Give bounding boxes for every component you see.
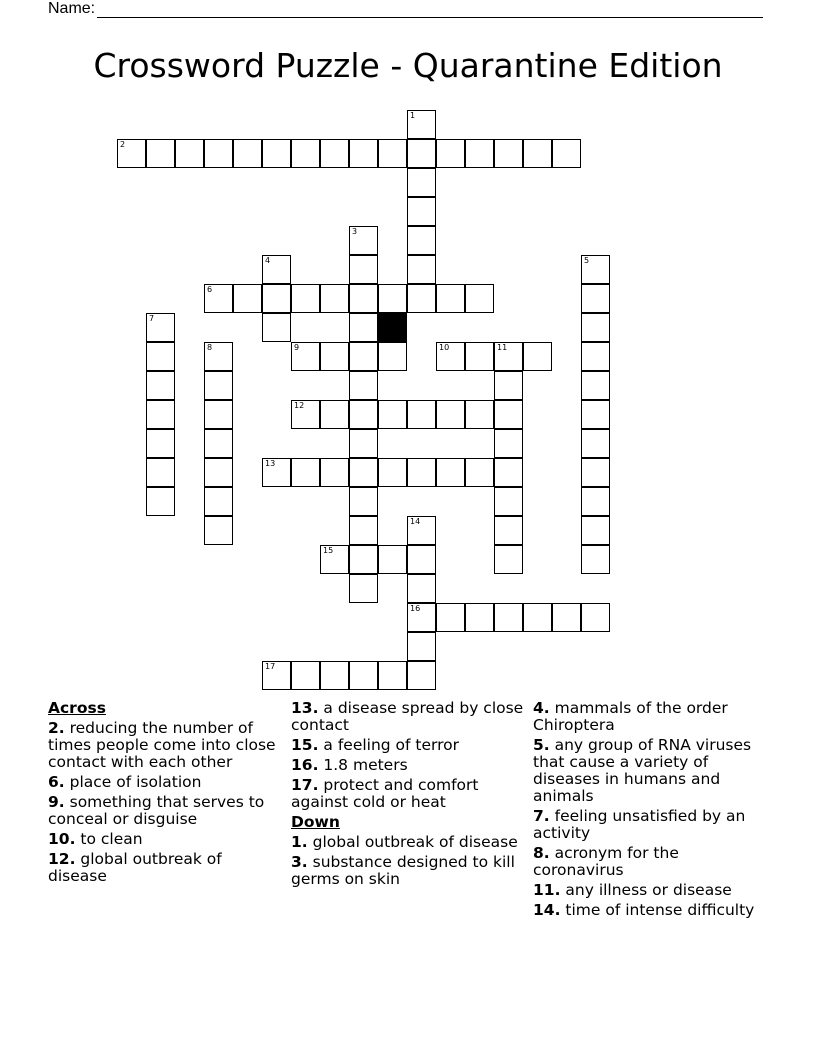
grid-cell[interactable] [204,139,233,168]
grid-cell[interactable] [320,458,349,487]
grid-cell[interactable] [581,458,610,487]
grid-cell[interactable] [349,574,378,603]
clue-number-label: 15. [291,736,319,754]
clue-7 [533,808,769,842]
grid-cell[interactable] [349,545,378,574]
grid-cell[interactable] [349,371,378,400]
grid-cell[interactable] [291,661,320,690]
grid-cell[interactable] [349,313,378,342]
clue-number: 8 [207,343,213,352]
grid-cell[interactable] [146,400,175,429]
clue-2 [48,720,284,771]
grid-cell[interactable] [581,342,610,371]
grid-cell[interactable] [494,139,523,168]
grid-cell[interactable] [291,284,320,313]
grid-cell[interactable] [436,458,465,487]
grid-cell[interactable] [146,139,175,168]
grid-cell[interactable] [146,458,175,487]
grid-cell[interactable] [523,603,552,632]
grid-cell[interactable] [465,400,494,429]
clue-text: global outbreak of disease [48,850,222,885]
grid-cell[interactable] [146,487,175,516]
grid-cell[interactable] [407,545,436,574]
clue-16 [291,757,527,774]
grid-cell[interactable] [523,139,552,168]
clue-1 [291,834,527,851]
grid-cell[interactable] [581,313,610,342]
grid-cell[interactable] [581,487,610,516]
clue-number: 11 [497,343,508,352]
clue-3 [291,854,527,888]
grid-cell[interactable] [204,429,233,458]
grid-cell[interactable] [349,284,378,313]
clue-text: any group of RNA viruses that cause a variety of diseases in humans and animals [533,736,752,805]
clue-number: 6 [207,285,213,294]
grid-cell[interactable] [436,400,465,429]
clue-column-2 [291,700,527,891]
grid-cell[interactable] [436,342,465,371]
grid-cell[interactable] [320,545,349,574]
clue-text: something that serves to conceal or disguise [48,793,265,828]
clue-text: to clean [75,830,143,848]
clue-15 [291,737,527,754]
clue-number-label: 4. [533,699,550,717]
grid-cell[interactable] [117,139,146,168]
grid-cell[interactable] [378,400,407,429]
grid-cell[interactable] [378,139,407,168]
clue-number: 14 [410,517,421,526]
grid-cell[interactable] [581,429,610,458]
clue-number-label: 11. [533,881,561,899]
clue-text: 1.8 meters [318,756,408,774]
grid-cell[interactable] [349,139,378,168]
clue-12 [48,851,284,885]
grid-cell[interactable] [407,284,436,313]
clue-number-label: 14. [533,901,561,919]
grid-cell[interactable] [407,603,436,632]
clue-text: mammals of the order Chiroptera [533,699,728,734]
clue-text: substance designed to kill germs on skin [291,853,515,888]
grid-cell[interactable] [146,371,175,400]
grid-cell[interactable] [262,313,291,342]
clue-number-label: 1. [291,833,308,851]
grid-cell[interactable] [204,516,233,545]
clue-number-label: 9. [48,793,65,811]
down-header: Down [291,813,340,831]
name-label: Name: [48,0,96,17]
grid-cell[interactable] [581,400,610,429]
grid-cell[interactable] [494,603,523,632]
grid-cell[interactable] [233,139,262,168]
clue-column-3 [533,700,769,922]
grid-cell[interactable] [349,255,378,284]
grid-cell[interactable] [349,487,378,516]
grid-cell[interactable] [581,284,610,313]
clue-text: place of isolation [64,773,202,791]
grid-cell[interactable] [494,487,523,516]
grid-cell[interactable] [320,284,349,313]
grid-cell[interactable] [581,255,610,284]
clue-number: 15 [323,546,334,555]
clue-11 [533,882,769,899]
grid-cell[interactable] [320,342,349,371]
grid-cell[interactable] [204,400,233,429]
grid-cell[interactable] [494,400,523,429]
grid-cell[interactable] [378,342,407,371]
clue-number-label: 17. [291,776,319,794]
grid-cell[interactable] [494,458,523,487]
clue-number-label: 3. [291,853,308,871]
grid-cell[interactable] [407,139,436,168]
clue-text: a disease spread by close contact [291,699,524,734]
grid-cell[interactable] [581,545,610,574]
grid-cell[interactable] [291,400,320,429]
grid-cell[interactable] [262,284,291,313]
grid-cell[interactable] [407,632,436,661]
grid-cell[interactable] [349,661,378,690]
clue-number: 9 [294,343,300,352]
grid-cell[interactable] [581,371,610,400]
grid-cell[interactable] [349,400,378,429]
clue-number: 10 [439,343,450,352]
clue-number: 3 [352,227,358,236]
grid-cell[interactable] [407,255,436,284]
grid-cell[interactable] [494,371,523,400]
grid-cell[interactable] [465,342,494,371]
grid-cell[interactable] [349,342,378,371]
grid-cell[interactable] [552,139,581,168]
clue-number-label: 10. [48,830,76,848]
grid-cell[interactable] [320,139,349,168]
grid-cell[interactable] [407,516,436,545]
clue-number: 5 [584,256,590,265]
clue-number-label: 13. [291,699,319,717]
grid-cell[interactable] [407,168,436,197]
clue-8 [533,845,769,879]
grid-cell[interactable] [436,139,465,168]
grid-cell[interactable] [407,574,436,603]
clue-number: 17 [265,662,276,671]
grid-cell[interactable] [552,603,581,632]
clue-number: 1 [410,111,416,120]
grid-cell[interactable] [262,139,291,168]
clue-number-label: 8. [533,844,550,862]
grid-cell[interactable] [407,197,436,226]
clue-13 [291,700,527,734]
clue-number: 16 [410,604,421,613]
grid-cell[interactable] [407,458,436,487]
grid-cell[interactable] [523,342,552,371]
grid-cell[interactable] [407,661,436,690]
clue-text: global outbreak of disease [307,833,518,851]
grid-cell[interactable] [175,139,204,168]
grid-cell[interactable] [146,342,175,371]
grid-cell[interactable] [378,545,407,574]
clue-14 [533,902,769,919]
clue-number-label: 6. [48,773,65,791]
grid-cell[interactable] [204,487,233,516]
clue-text: time of intense difficulty [560,901,755,919]
grid-cell[interactable] [262,458,291,487]
grid-cell[interactable] [407,400,436,429]
grid-cell[interactable] [581,516,610,545]
clue-text: reducing the number of times people come into close contact with each other [48,719,276,771]
clue-column-1 [48,700,284,888]
grid-cell[interactable] [465,139,494,168]
clue-number-label: 5. [533,736,550,754]
across-header: Across [48,699,106,717]
black-cell [378,313,407,342]
grid-cell[interactable] [204,458,233,487]
grid-cell[interactable] [407,110,436,139]
grid-cell[interactable] [291,139,320,168]
grid-cell[interactable] [494,342,523,371]
clue-text: any illness or disease [560,881,732,899]
grid-cell[interactable] [233,284,262,313]
grid-cell[interactable] [320,661,349,690]
grid-cell[interactable] [320,400,349,429]
grid-cell[interactable] [349,429,378,458]
clue-number-label: 16. [291,756,319,774]
grid-cell[interactable] [465,284,494,313]
clue-5 [533,737,769,805]
clue-4 [533,700,769,734]
grid-cell[interactable] [378,458,407,487]
clue-text: a feeling of terror [318,736,460,754]
grid-cell[interactable] [204,342,233,371]
clue-number: 7 [149,314,155,323]
grid-cell[interactable] [581,603,610,632]
grid-cell[interactable] [494,516,523,545]
grid-cell[interactable] [465,603,494,632]
clue-6 [48,774,284,791]
clue-text: feeling unsatisfied by an activity [533,807,746,842]
clue-number: 13 [265,459,276,468]
grid-cell[interactable] [349,226,378,255]
grid-cell[interactable] [436,603,465,632]
clue-number-label: 2. [48,719,65,737]
page-title: Crossword Puzzle - Quarantine Edition [93,46,723,85]
grid-cell[interactable] [494,545,523,574]
clue-10 [48,831,284,848]
grid-cell[interactable] [146,429,175,458]
grid-cell[interactable] [436,284,465,313]
grid-cell[interactable] [407,226,436,255]
grid-cell[interactable] [465,458,494,487]
grid-cell[interactable] [291,458,320,487]
clue-text: protect and comfort against cold or heat [291,776,479,811]
grid-cell[interactable] [262,255,291,284]
grid-cell[interactable] [146,313,175,342]
grid-cell[interactable] [349,458,378,487]
clue-number-label: 7. [533,807,550,825]
grid-cell[interactable] [204,371,233,400]
clue-text: acronym for the coronavirus [533,844,679,879]
grid-cell[interactable] [378,284,407,313]
grid-cell[interactable] [291,342,320,371]
clue-number: 2 [120,140,126,149]
grid-cell[interactable] [204,284,233,313]
clue-17 [291,777,527,811]
clue-number: 12 [294,401,305,410]
clue-9 [48,794,284,828]
grid-cell[interactable] [378,661,407,690]
grid-cell[interactable] [262,661,291,690]
grid-cell[interactable] [494,429,523,458]
clue-number: 4 [265,256,271,265]
clue-number-label: 12. [48,850,76,868]
grid-cell[interactable] [349,516,378,545]
